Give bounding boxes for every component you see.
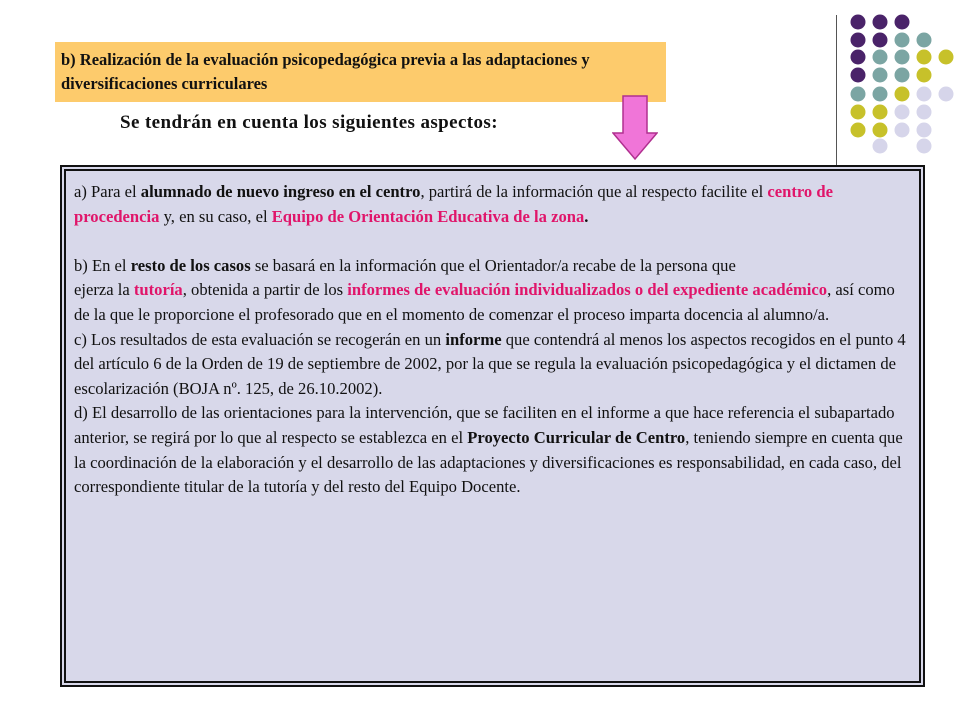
text: , así como de la que le proporcione el profesorado que en el momento de comenzar el proceso imparta docencia al alumno/a. bbox=[74, 280, 895, 324]
text: y, en su caso, el bbox=[159, 206, 272, 226]
decorative-dot bbox=[895, 68, 910, 83]
decorative-vertical-line bbox=[836, 15, 837, 175]
decorative-dot bbox=[873, 15, 888, 30]
decorative-dot bbox=[851, 123, 866, 138]
down-arrow-icon bbox=[612, 95, 658, 161]
text: , partirá de la información que al respecto facilite el bbox=[420, 182, 768, 201]
decorative-dot bbox=[895, 105, 910, 120]
highlight-term: informes de evaluación individualizados o del expediente académico bbox=[347, 280, 828, 300]
decorative-dot bbox=[895, 33, 910, 48]
decorative-dot bbox=[917, 105, 932, 120]
decorative-dot bbox=[851, 105, 866, 120]
bold-term: resto de los casos bbox=[130, 255, 251, 275]
text: d) El desarrollo de las orientaciones para la intervención, que se faciliten en el informe a que hace referencia el subapartado anterior, se regirá por lo que al respecto se establezca en el bbox=[74, 403, 895, 447]
highlight-term: tutoría bbox=[133, 280, 183, 300]
decorative-dot bbox=[917, 87, 932, 102]
decorative-dot bbox=[917, 68, 932, 83]
decorative-dot bbox=[851, 87, 866, 102]
decorative-dot bbox=[895, 15, 910, 30]
decorative-dot bbox=[873, 123, 888, 138]
highlight-term: Equipo de Orientación Educativa de la zona bbox=[271, 206, 585, 226]
decorative-dot bbox=[895, 50, 910, 65]
decorative-dot bbox=[873, 87, 888, 102]
text: , teniendo siempre en cuenta que la coordinación de la elaboración y el desarrollo de las adaptaciones y diversificaciones es responsabilidad, en cada caso, del correspondiente titular de la tutoría y del resto del Equipo Docente. bbox=[74, 427, 903, 497]
paragraph-a bbox=[74, 180, 910, 229]
decorative-dot bbox=[873, 50, 888, 65]
decorative-dot bbox=[939, 50, 954, 65]
header-title: b) Realización de la evaluación psicopedagógica previa a las adaptaciones y diversificaciones curriculares bbox=[61, 50, 590, 93]
decorative-dot bbox=[917, 33, 932, 48]
decorative-dot bbox=[851, 50, 866, 65]
decorative-dot bbox=[873, 139, 888, 154]
text: se basará en la información que el Orientador/a recabe de la persona que bbox=[250, 255, 736, 275]
decorative-dot bbox=[873, 33, 888, 48]
bold-term: alumnado de nuevo ingreso en el centro bbox=[140, 182, 421, 201]
bold-term: informe bbox=[445, 329, 502, 349]
decorative-dot bbox=[895, 87, 910, 102]
decorative-dot bbox=[873, 105, 888, 120]
paragraph-c bbox=[74, 328, 910, 402]
paragraph-b-cont bbox=[74, 278, 910, 327]
paragraph-b bbox=[74, 254, 910, 279]
content-text bbox=[74, 180, 910, 500]
subtitle: Se tendrán en cuenta los siguientes aspectos: bbox=[120, 112, 498, 133]
decorative-dot bbox=[939, 87, 954, 102]
decorative-dot bbox=[917, 50, 932, 65]
decorative-dot bbox=[851, 68, 866, 83]
text: b) En el bbox=[74, 255, 131, 275]
decorative-dot bbox=[851, 33, 866, 48]
text: a) Para el bbox=[74, 182, 141, 201]
bold-term: Proyecto Curricular de Centro bbox=[467, 427, 686, 447]
decorative-dot bbox=[917, 139, 932, 154]
highlight-term: centro de procedencia bbox=[74, 182, 833, 226]
paragraph-d bbox=[74, 401, 910, 499]
decorative-dot bbox=[895, 123, 910, 138]
text: ejerza la bbox=[74, 280, 134, 300]
decorative-dot bbox=[851, 15, 866, 30]
text: c) Los resultados de esta evaluación se recogerán en un bbox=[74, 329, 446, 349]
decorative-dot bbox=[917, 123, 932, 138]
text: que contendrá al menos los aspectos recogidos en el punto 4 del artículo 6 de la Orden de 19 de septiembre de 2002, por la que se regula la evaluación psicopedagógica y el dictamen de escolarización (BOJA nº. 125, de 26.10.2002). bbox=[74, 329, 906, 398]
decorative-dot bbox=[873, 68, 888, 83]
text: . bbox=[584, 206, 589, 226]
text: , obtenida a partir de los bbox=[182, 280, 348, 300]
